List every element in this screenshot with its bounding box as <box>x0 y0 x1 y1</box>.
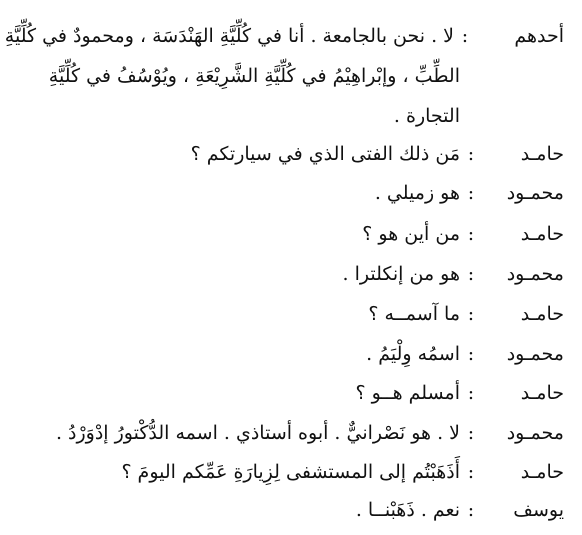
speaker-name: أحدهم <box>514 25 564 47</box>
colon: : <box>467 499 475 521</box>
speaker-name: يوسف <box>513 499 564 521</box>
speaker-name: محمـود <box>506 422 564 444</box>
dialogue-entry <box>6 181 564 205</box>
colon: : <box>467 422 475 444</box>
dialogue-entry <box>6 498 564 522</box>
dialogue-entry <box>6 460 564 484</box>
dialogue-entry <box>6 142 564 166</box>
dialogue-text: لا . نحن بالجامعة . أنا في كُلِّيَّةِ الهَنْدَسَة ، ومحمودٌ في كُلِّيَّةِ <box>4 25 454 47</box>
dialogue-continuation: الطِّبِّ ، وإبْراهِيْمُ في كُلِّيَّةِ الشَّرِيْعَةِ ، ويُوْسُفُ في كُلِّيَّةِ <box>48 65 460 87</box>
colon: : <box>467 461 475 483</box>
speaker-name: محمـود <box>506 343 564 365</box>
colon: : <box>461 25 469 47</box>
colon: : <box>467 263 475 285</box>
colon: : <box>467 303 475 325</box>
dialogue-text: اسمُه وِلْيَمُ . <box>366 343 460 365</box>
colon: : <box>467 143 475 165</box>
speaker-name: حامـد <box>520 143 564 165</box>
dialogue-text: ما آسمــه ؟ <box>368 303 460 325</box>
speaker-name: حامـد <box>520 223 564 245</box>
dialogue-text: هو زميلي . <box>374 182 460 204</box>
speaker-name: حامـد <box>520 303 564 325</box>
colon: : <box>467 182 475 204</box>
speaker-name: حامـد <box>520 382 564 404</box>
colon: : <box>467 382 475 404</box>
dialogue-entry <box>6 342 564 366</box>
dialogue-entry <box>6 222 564 246</box>
speaker-name: محمـود <box>506 182 564 204</box>
dialogue-entry <box>6 24 564 48</box>
dialogue-entry <box>6 381 564 405</box>
colon: : <box>467 223 475 245</box>
dialogue-entry <box>6 302 564 326</box>
speaker-name: محمـود <box>506 263 564 285</box>
colon: : <box>467 343 475 365</box>
dialogue-text: أَذَهَبْتُم إلى المستشفى لِزِيارَةِ عَمِّكم اليومَ ؟ <box>121 461 460 483</box>
dialogue-text: من أين هو ؟ <box>362 223 460 245</box>
dialogue-text: مَن ذلك الفتى الذي في سيارتكم ؟ <box>190 143 460 165</box>
dialogue-entry <box>6 262 564 286</box>
dialogue-entry <box>6 421 564 445</box>
dialogue-text: لا . هو نَصْرانيٌّ . أبوه أستاذي . اسمه الدُّكْتورُ إدْوَرْدُ . <box>55 422 460 444</box>
dialogue-text: أمسلم هــو ؟ <box>355 382 460 404</box>
dialogue-text: نعم . ذَهَبْنــا . <box>355 499 460 521</box>
dialogue-continuation: التجارة . <box>393 105 460 127</box>
dialogue-text: هو من إنكلترا . <box>342 263 460 285</box>
speaker-name: حامـد <box>520 461 564 483</box>
